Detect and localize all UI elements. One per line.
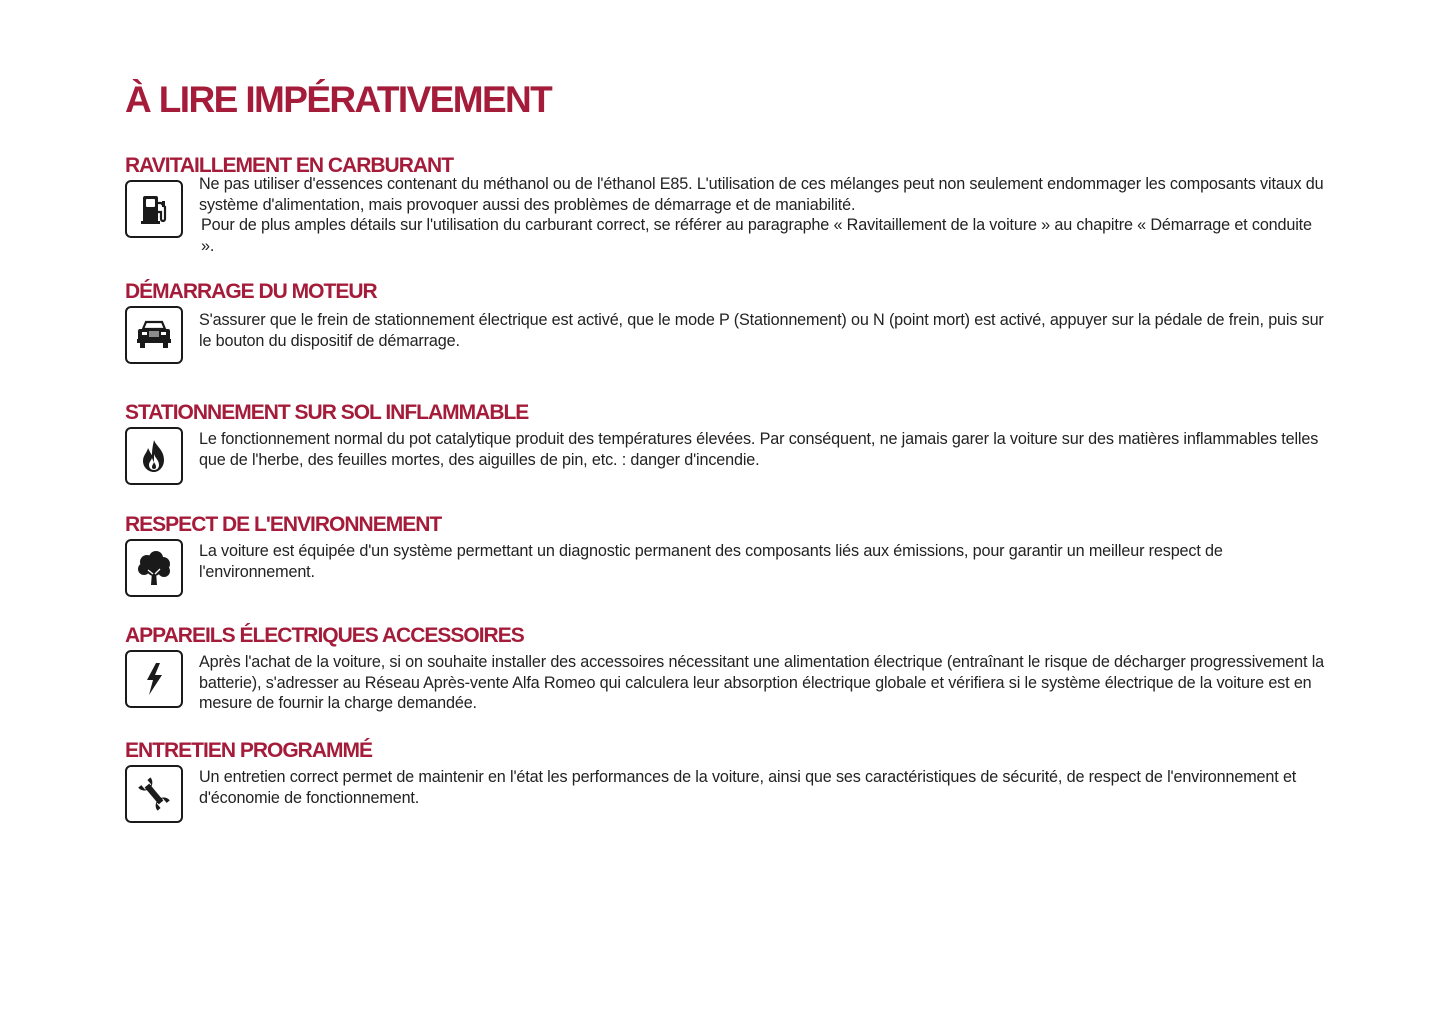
flame-icon <box>125 427 183 485</box>
paragraph: Le fonctionnement normal du pot catalytique produit des températures élevées. Par conséquent, ne jamais garer la voiture sur des matières inflammables telles que de l'herbe, des feuilles mortes, des aiguilles de pin, etc. : danger d'incendie. <box>199 430 1319 469</box>
tree-icon <box>125 539 183 597</box>
paragraph: S'assurer que le frein de stationnement électrique est activé, que le mode P (Stationnement) ou N (point mort) est activé, appuyer sur la pédale de frein, puis sur le bouton du dispositif de démarrage. <box>199 311 1324 350</box>
section-text <box>199 652 1324 714</box>
section-flammable-ground <box>125 401 1325 489</box>
car-front-icon <box>125 306 183 364</box>
section-environment <box>125 513 1325 601</box>
section-heading: DÉMARRAGE DU MOTEUR <box>125 280 377 303</box>
section-heading: STATIONNEMENT SUR SOL INFLAMMABLE <box>125 401 529 424</box>
fuel-pump-icon <box>125 180 183 238</box>
page-title: À LIRE IMPÉRATIVEMENT <box>125 79 552 120</box>
lightning-bolt-icon <box>125 650 183 708</box>
paragraph: Après l'achat de la voiture, si on souhaite installer des accessoires nécessitant une alimentation électrique (entraînant le risque de décharger progressivement la batterie), s'adresser au Réseau Après-vente Alfa Romeo qui calculera leur absorption électrique globale et vérifiera si le système électrique de la voiture est en mesure de fournir la charge demandée. <box>199 653 1324 712</box>
paragraph: La voiture est équipée d'un système permettant un diagnostic permanent des composants liés aux émissions, pour garantir un meilleur respect de l'environnement. <box>199 542 1223 581</box>
section-heading: ENTRETIEN PROGRAMMÉ <box>125 739 373 762</box>
section-fuel <box>125 154 1325 255</box>
section-text <box>199 174 1324 256</box>
paragraph: Ne pas utiliser d'essences contenant du méthanol ou de l'éthanol E85. L'utilisation de ces mélanges peut non seulement endommager les composants vitaux du système d'alimentation, mais provoquer aussi des problèmes de démarrage et de maniabilité. <box>199 175 1324 214</box>
section-text <box>199 541 1324 582</box>
wrench-icon <box>125 765 183 823</box>
section-text <box>199 310 1324 351</box>
section-text <box>199 429 1324 470</box>
section-electrical-accessories <box>125 624 1325 712</box>
section-heading: RAVITAILLEMENT EN CARBURANT <box>125 154 454 177</box>
section-text <box>199 767 1324 808</box>
section-engine-start <box>125 280 1325 368</box>
paragraph: Pour de plus amples détails sur l'utilisation du carburant correct, se référer au paragraphe « Ravitaillement de la voiture » au chapitre « Démarrage et conduite ». <box>201 216 1312 255</box>
paragraph: Un entretien correct permet de maintenir en l'état les performances de la voiture, ainsi que ses caractéristiques de sécurité, de respect de l'environnement et d'économie de fonctionnement. <box>199 768 1297 807</box>
section-heading: APPAREILS ÉLECTRIQUES ACCESSOIRES <box>125 624 524 647</box>
section-heading: RESPECT DE L'ENVIRONNEMENT <box>125 513 442 536</box>
section-scheduled-maintenance <box>125 739 1325 827</box>
